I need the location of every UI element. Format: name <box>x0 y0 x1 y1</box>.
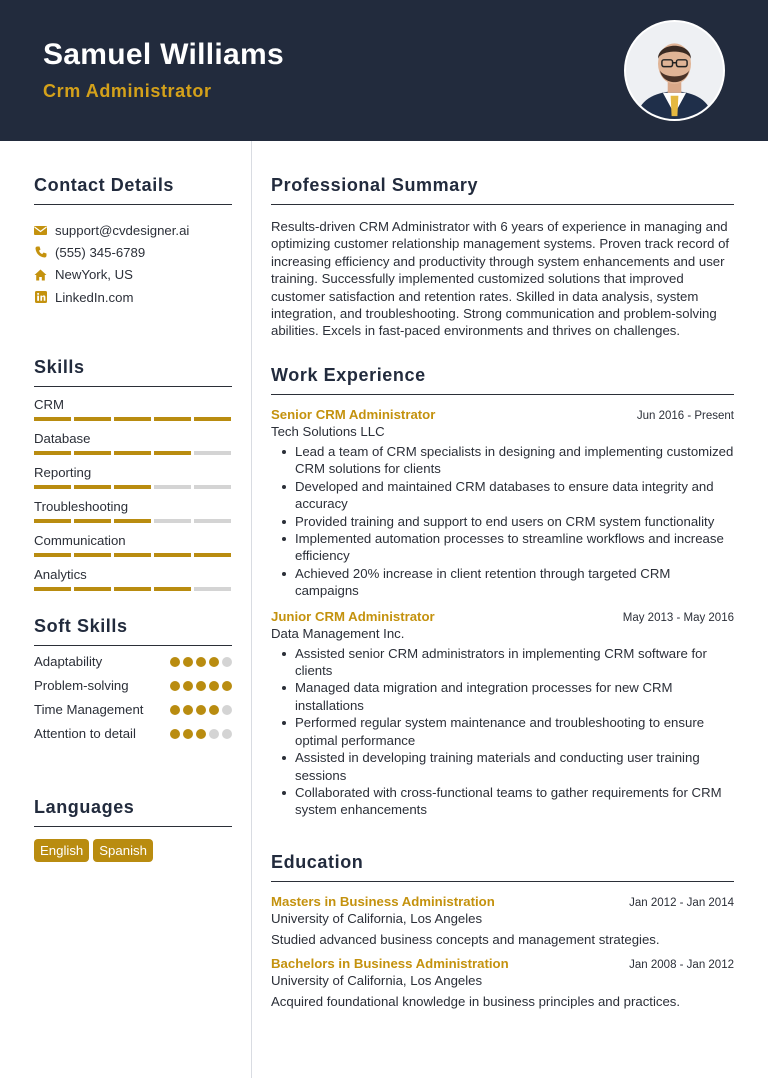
skill-meter-segment <box>74 451 111 455</box>
job-company: Tech Solutions LLC <box>271 424 385 439</box>
skill-meter-segment <box>154 553 191 557</box>
skill-name: Reporting <box>34 465 92 480</box>
language-badge: Spanish <box>93 839 153 862</box>
rating-dot <box>196 681 206 691</box>
languages-list <box>34 839 232 862</box>
soft-skills-title: Soft Skills <box>34 616 232 646</box>
job-bullet: Implemented automation processes to streamline workflows and increase efficiency <box>271 530 734 565</box>
soft-skill-rating <box>170 681 232 691</box>
profile-photo <box>624 20 725 121</box>
job-title: Senior CRM Administrator <box>271 407 436 422</box>
job-bullet: Lead a team of CRM specialists in designing and implementing customized CRM solutions for clients <box>271 443 734 478</box>
skill-meter-segment <box>114 485 151 489</box>
rating-dot <box>170 681 180 691</box>
rating-dot <box>170 705 180 715</box>
rating-dot <box>209 657 219 667</box>
contact-section <box>34 175 232 308</box>
contact-location-text: NewYork, US <box>55 267 133 283</box>
education-title: Education <box>271 852 734 882</box>
skill-meter-segment <box>34 417 71 421</box>
soft-skill-name: Time Management <box>34 702 144 717</box>
candidate-role: Crm Administrator <box>43 81 212 101</box>
rating-dot <box>183 657 193 667</box>
education-header <box>271 956 734 971</box>
job-bullet: Performed regular system maintenance and troubleshooting to ensure optimal performance <box>271 714 734 749</box>
contact-linkedin-text: LinkedIn.com <box>55 289 134 305</box>
skill-meter-segment <box>194 417 231 421</box>
skill-meter-segment <box>74 587 111 591</box>
skills-section <box>34 357 232 591</box>
job-header <box>271 407 734 422</box>
education-degree: Bachelors in Business Administration <box>271 956 509 971</box>
rating-dot <box>209 705 219 715</box>
contact-email[interactable] <box>34 219 232 241</box>
skill-meter-segment <box>114 417 151 421</box>
soft-skill-rating <box>170 729 232 739</box>
skill-meter-segment <box>194 451 231 455</box>
education-description: Studied advanced business concepts and management strategies. <box>271 932 660 947</box>
column-divider <box>251 141 252 1078</box>
work-section <box>271 365 734 819</box>
skill-meter-segment <box>34 519 71 523</box>
skill-item <box>34 567 232 591</box>
education-list <box>271 894 734 1009</box>
skill-name: Troubleshooting <box>34 499 129 514</box>
contact-linkedin[interactable] <box>34 286 232 308</box>
language-badge: English <box>34 839 89 862</box>
skill-meter <box>34 485 232 489</box>
education-school: University of California, Los Angeles <box>271 973 483 988</box>
education-date: Jan 2012 - Jan 2014 <box>629 897 734 909</box>
skill-meter-segment <box>194 553 231 557</box>
job-date: Jun 2016 - Present <box>636 410 734 422</box>
contact-location <box>34 264 232 286</box>
summary-title: Professional Summary <box>271 175 734 205</box>
soft-skill-item <box>34 725 232 742</box>
skill-meter-segment <box>194 485 231 489</box>
skill-name: Analytics <box>34 567 87 582</box>
candidate-name: Samuel Williams <box>43 38 284 71</box>
phone-icon <box>34 246 47 259</box>
job-bullets <box>271 645 734 819</box>
skill-meter-segment <box>154 485 191 489</box>
skill-meter-segment <box>114 587 151 591</box>
skill-meter <box>34 519 232 523</box>
skill-meter-segment <box>154 451 191 455</box>
soft-skill-name: Adaptability <box>34 654 103 669</box>
skill-meter-segment <box>114 553 151 557</box>
job-bullet: Developed and maintained CRM databases to ensure data integrity and accuracy <box>271 478 734 513</box>
rating-dot <box>222 705 232 715</box>
skill-item <box>34 397 232 421</box>
rating-dot <box>170 729 180 739</box>
soft-skill-name: Problem-solving <box>34 678 129 693</box>
skill-meter-segment <box>34 587 71 591</box>
rating-dot <box>209 681 219 691</box>
skill-meter <box>34 451 232 455</box>
soft-skills-list <box>34 653 232 742</box>
skill-meter-segment <box>74 485 111 489</box>
jobs-list <box>271 407 734 819</box>
languages-title: Languages <box>34 797 232 827</box>
job-bullets <box>271 443 734 600</box>
job-bullet: Managed data migration and integration processes for new CRM installations <box>271 679 734 714</box>
skill-name: CRM <box>34 397 65 412</box>
skill-meter-segment <box>74 417 111 421</box>
skill-meter-segment <box>114 451 151 455</box>
rating-dot <box>222 729 232 739</box>
languages-section <box>34 797 232 862</box>
skill-item <box>34 533 232 557</box>
soft-skill-item <box>34 653 232 670</box>
rating-dot <box>183 705 193 715</box>
job-header <box>271 609 734 624</box>
job-bullet: Achieved 20% increase in client retention through targeted CRM campaigns <box>271 565 734 600</box>
summary-section <box>271 175 734 340</box>
education-entry <box>271 894 734 947</box>
education-description: Acquired foundational knowledge in business principles and practices. <box>271 994 681 1009</box>
skill-meter-segment <box>34 451 71 455</box>
contact-list <box>34 219 232 308</box>
job-bullet: Assisted senior CRM administrators in implementing CRM software for clients <box>271 645 734 680</box>
skill-meter-segment <box>74 553 111 557</box>
education-header <box>271 894 734 909</box>
job-bullet: Provided training and support to end users on CRM system functionality <box>271 513 734 530</box>
skill-meter-segment <box>34 485 71 489</box>
job-company: Data Management Inc. <box>271 625 405 641</box>
education-degree: Masters in Business Administration <box>271 894 495 909</box>
skill-meter-segment <box>34 553 71 557</box>
skills-title: Skills <box>34 357 232 387</box>
skill-meter-segment <box>114 519 151 523</box>
job-entry <box>271 407 734 600</box>
education-date: Jan 2008 - Jan 2012 <box>629 959 734 971</box>
contact-phone-text: (555) 345-6789 <box>55 244 146 260</box>
soft-skill-item <box>34 677 232 694</box>
email-icon <box>34 224 47 237</box>
job-date: May 2013 - May 2016 <box>622 611 734 624</box>
job-entry <box>271 609 734 819</box>
skill-meter-segment <box>154 519 191 523</box>
contact-phone[interactable] <box>34 241 232 263</box>
skill-meter-segment <box>194 519 231 523</box>
rating-dot <box>222 681 232 691</box>
skill-name: Database <box>34 431 91 446</box>
skill-item <box>34 431 232 455</box>
skills-list <box>34 397 232 591</box>
job-bullet: Assisted in developing training materials and conducting user training sessions <box>271 749 734 784</box>
summary-text: Results-driven CRM Administrator with 6 years of experience in managing and optimizing customer relationship management systems. Proven track record of increasing efficiency and productivity through system enhancements and user training. Successfully implemented customized solutions that improved customer satisfaction and retention rates. Skilled in data analysis, system integration, and troubleshooting. Strong communication and problem-solving abilities. Excels in fast-paced environments and thrives on challenges. <box>271 219 730 339</box>
resume-header <box>0 0 768 141</box>
skill-item <box>34 499 232 523</box>
job-bullet: Collaborated with cross-functional teams to gather requirements for CRM system enhancements <box>271 784 734 819</box>
rating-dot <box>209 729 219 739</box>
education-school: University of California, Los Angeles <box>271 911 483 926</box>
rating-dot <box>196 657 206 667</box>
rating-dot <box>222 657 232 667</box>
rating-dot <box>183 729 193 739</box>
skill-meter <box>34 553 232 557</box>
education-section <box>271 852 734 1009</box>
job-title: Junior CRM Administrator <box>271 608 435 624</box>
contact-email-text: support@cvdesigner.ai <box>55 222 190 238</box>
rating-dot <box>196 705 206 715</box>
rating-dot <box>183 681 193 691</box>
soft-skill-name: Attention to detail <box>34 726 136 741</box>
education-entry <box>271 956 734 1009</box>
skill-meter-segment <box>74 519 111 523</box>
soft-skill-rating <box>170 657 232 667</box>
linkedin-icon <box>34 291 47 304</box>
skill-meter-segment <box>154 417 191 421</box>
rating-dot <box>170 657 180 667</box>
work-title: Work Experience <box>271 365 734 395</box>
skill-meter-segment <box>194 587 231 591</box>
skill-meter-segment <box>154 587 191 591</box>
soft-skill-item <box>34 701 232 718</box>
skill-meter <box>34 587 232 591</box>
skill-meter <box>34 417 232 421</box>
skill-item <box>34 465 232 489</box>
skill-name: Communication <box>34 533 126 548</box>
soft-skills-section <box>34 616 232 742</box>
home-icon <box>34 268 47 281</box>
rating-dot <box>196 729 206 739</box>
soft-skill-rating <box>170 705 232 715</box>
contact-title: Contact Details <box>34 175 232 205</box>
